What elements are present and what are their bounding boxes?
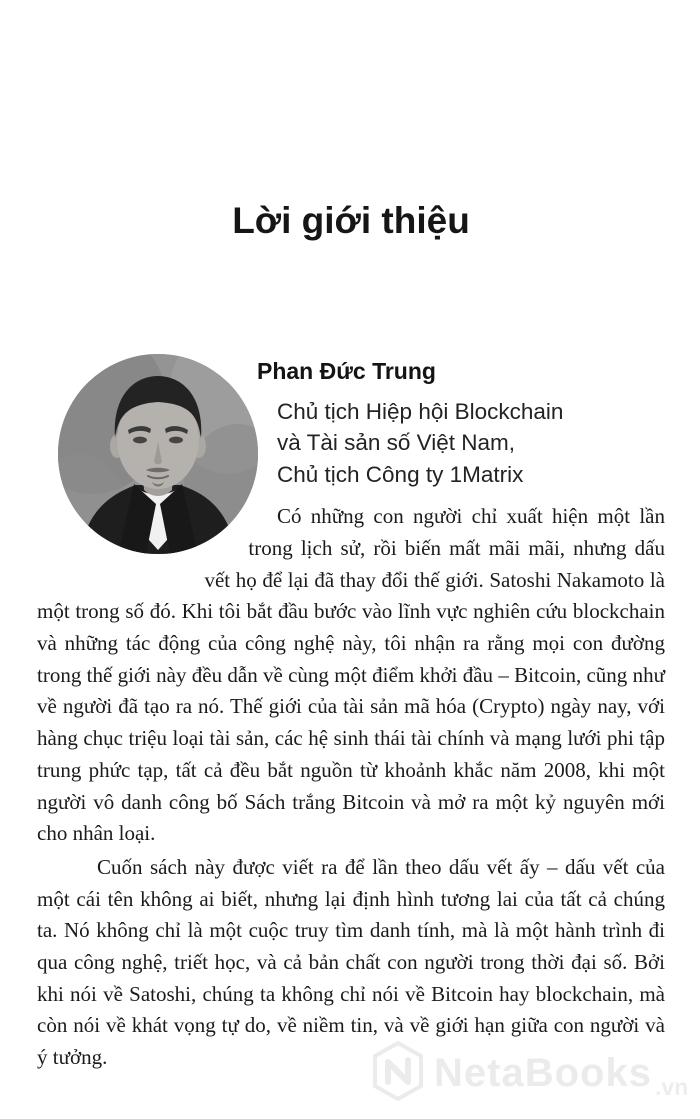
watermark [370,1040,688,1107]
watermark-brand-text: NetaBooks [434,1051,652,1095]
page-content [0,198,700,1074]
author-role-line-3: Chủ tịch Công ty 1Matrix [277,461,524,487]
author-portrait-photo [58,354,258,554]
author-role-line-1: Chủ tịch Hiệp hội Blockchain [277,399,564,424]
hexagon-n-logo-icon [370,1040,426,1107]
author-photo-wrap [37,354,257,599]
author-name: Phan Đức Trung [257,358,436,384]
author-role-line-2: và Tài sản số Việt Nam, [277,430,516,456]
page-title: Lời giới thiệu [232,200,470,241]
author-roles [257,396,665,490]
body-paragraph-1: Có những con người chỉ xuất hiện một lần trong lịch sử, rồi biến mất mãi mãi, nhưng dấu vết họ để lại đã thay đổi thế giới. Satoshi Nakamoto là một trong số đó. Khi tôi bắt đầu bước vào lĩnh vực nghiên cứu blockchain và những tác động của công nghệ này, tôi nhận ra rằng mọi con đường trong thế giới này đều dẫn về cùng một điểm khởi đầu – Bitcoin, cũng như về người đã tạo ra nó. Thế giới của tài sản mã hóa (Crypto) ngày nay, với hàng chục triệu loại tài sản, các hệ sinh thái tài chính và mạng lưới phi tập trung phức tạp, tất cả đều bắt nguồn từ khoảnh khắc năm 2008, khi một người vô danh công bố Sách trắng Bitcoin và mở ra một kỷ nguyên mới cho nhân loại. [37,504,665,846]
author-block [257,354,665,490]
body-paragraph-2: Cuốn sách này được viết ra để lần theo dấu vết ấy – dấu vết của một cái tên không ai biết, nhưng lại định hình tương lai của tất cả chúng ta. Nó không chỉ là một cuộc truy tìm danh tính, mà là một hành trình đi qua công nghệ, triết học, và cả bản chất con người trong thời đại số. Bởi khi nói về Satoshi, chúng ta không chỉ nói về Bitcoin hay blockchain, mà còn nói về khát vọng tự do, về niềm tin, và về giới hạn giữa con người và ý tưởng. [37,854,665,1070]
portrait-illustration [58,354,258,554]
intro-section [37,354,665,1074]
watermark-tld-text: .vn [654,1074,689,1100]
